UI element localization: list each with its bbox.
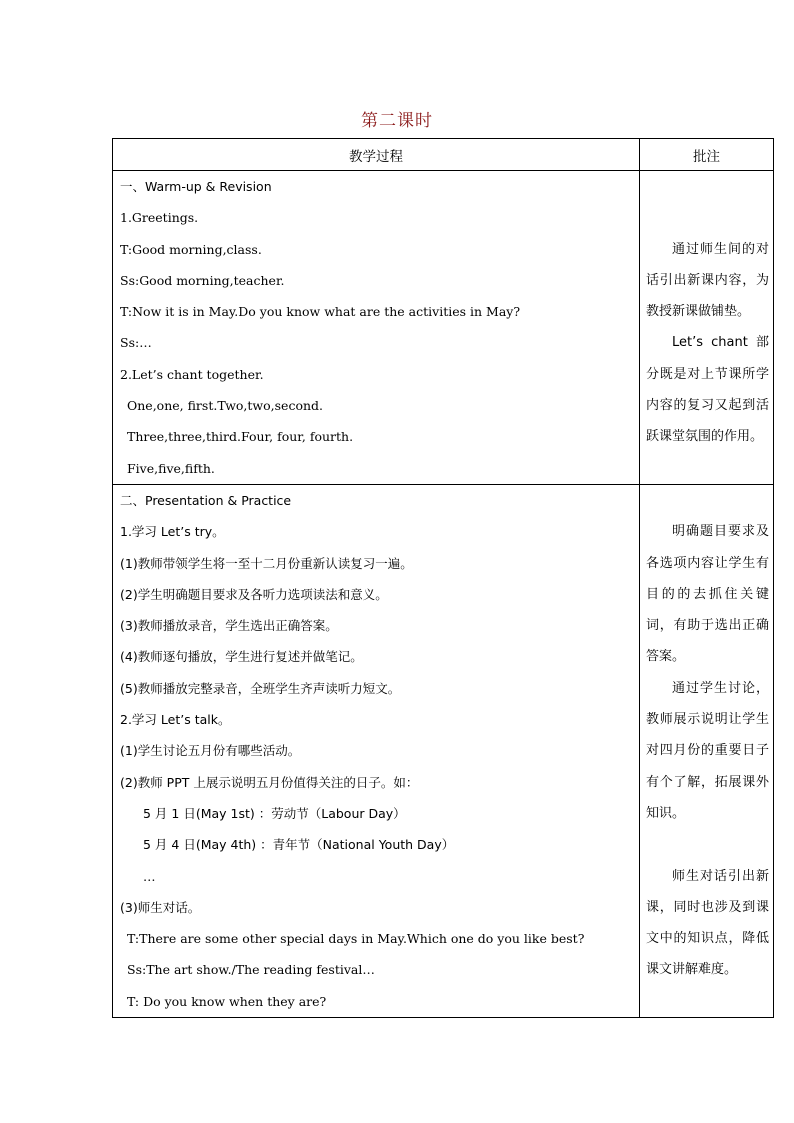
section-presentation-row xyxy=(113,484,774,1017)
table-header-row xyxy=(113,139,774,171)
list-item: Five,five,fifth. xyxy=(127,460,215,476)
list-item: (1)教师带领学生将一至十二月份重新认读复习一遍。 xyxy=(120,555,413,571)
list-item: T:Good morning,class. xyxy=(120,241,262,257)
warmup-notes-cell xyxy=(640,171,774,485)
list-item: (3)师生对话。 xyxy=(120,899,201,915)
list-item: 5 月 4 日(May 4th) ：青年节（National Youth Day） xyxy=(143,837,455,853)
header-process: 教学过程 xyxy=(113,139,640,171)
list-item: Ss:The art show./The reading festival… xyxy=(127,962,375,978)
note-paragraph: 师生对话引出新课，同时也涉及到课文中的知识点，降低课文讲解难度。 xyxy=(646,868,769,978)
list-item: 2.学习 Let’s talk。 xyxy=(120,712,231,728)
list-item: (4)教师逐句播放，学生进行复述并做笔记。 xyxy=(120,649,363,665)
list-item: (5)教师播放完整录音，全班学生齐声读听力短文。 xyxy=(120,680,401,696)
list-item: Ss:Good morning,teacher. xyxy=(120,272,285,288)
list-item: … xyxy=(143,868,156,884)
lesson-table xyxy=(112,138,774,1018)
presentation-notes-cell xyxy=(640,484,774,1017)
list-item: Three,three,third.Four, four, fourth. xyxy=(127,429,354,445)
note-paragraph: Let’s chant 部分既是对上节课所学内容的复习又起到活跃课堂氛围的作用。 xyxy=(646,335,769,445)
header-notes: 批注 xyxy=(640,139,774,171)
note-paragraph: 通过学生讨论，教师展示说明让学生对四月份的重要日子有个了解，拓展课外知识。 xyxy=(646,680,769,821)
list-item: (2)学生明确题目要求及各听力选项读法和意义。 xyxy=(120,586,388,602)
list-item: T:Now it is in May.Do you know what are the activities in May? xyxy=(120,304,521,320)
list-item: Ss:… xyxy=(120,335,152,351)
list-item: 2.Let’s chant together. xyxy=(120,366,264,382)
section-warmup-row xyxy=(113,171,774,485)
warmup-process-cell xyxy=(113,171,640,485)
list-item: (2)教师 PPT 上展示说明五月份值得关注的日子。如： xyxy=(120,774,419,790)
page-title: 第二课时 xyxy=(361,111,433,131)
section-heading: 二、Presentation & Practice xyxy=(120,492,292,508)
list-item: 1.Greetings. xyxy=(120,210,199,226)
note-paragraph: 明确题目要求及各选项内容让学生有目的的去抓住关键词，有助于选出正确答案。 xyxy=(646,524,769,665)
list-item: 1.学习 Let’s try。 xyxy=(120,524,225,540)
presentation-process-cell xyxy=(113,484,640,1017)
section-heading: 一、Warm-up & Revision xyxy=(120,179,272,194)
list-item: T: Do you know when they are? xyxy=(127,993,327,1009)
list-item: (3)教师播放录音，学生选出正确答案。 xyxy=(120,618,338,634)
list-item: One,one, first.Two,two,second. xyxy=(127,398,323,414)
list-item: 5 月 1 日(May 1st) ：劳动节（Labour Day） xyxy=(143,805,406,821)
list-item: (1)学生讨论五月份有哪些活动。 xyxy=(120,743,301,759)
list-item: T:There are some other special days in May.Which one do you like best? xyxy=(127,931,585,947)
note-paragraph: 通过师生间的对话引出新课内容，为教授新课做铺垫。 xyxy=(646,241,769,320)
